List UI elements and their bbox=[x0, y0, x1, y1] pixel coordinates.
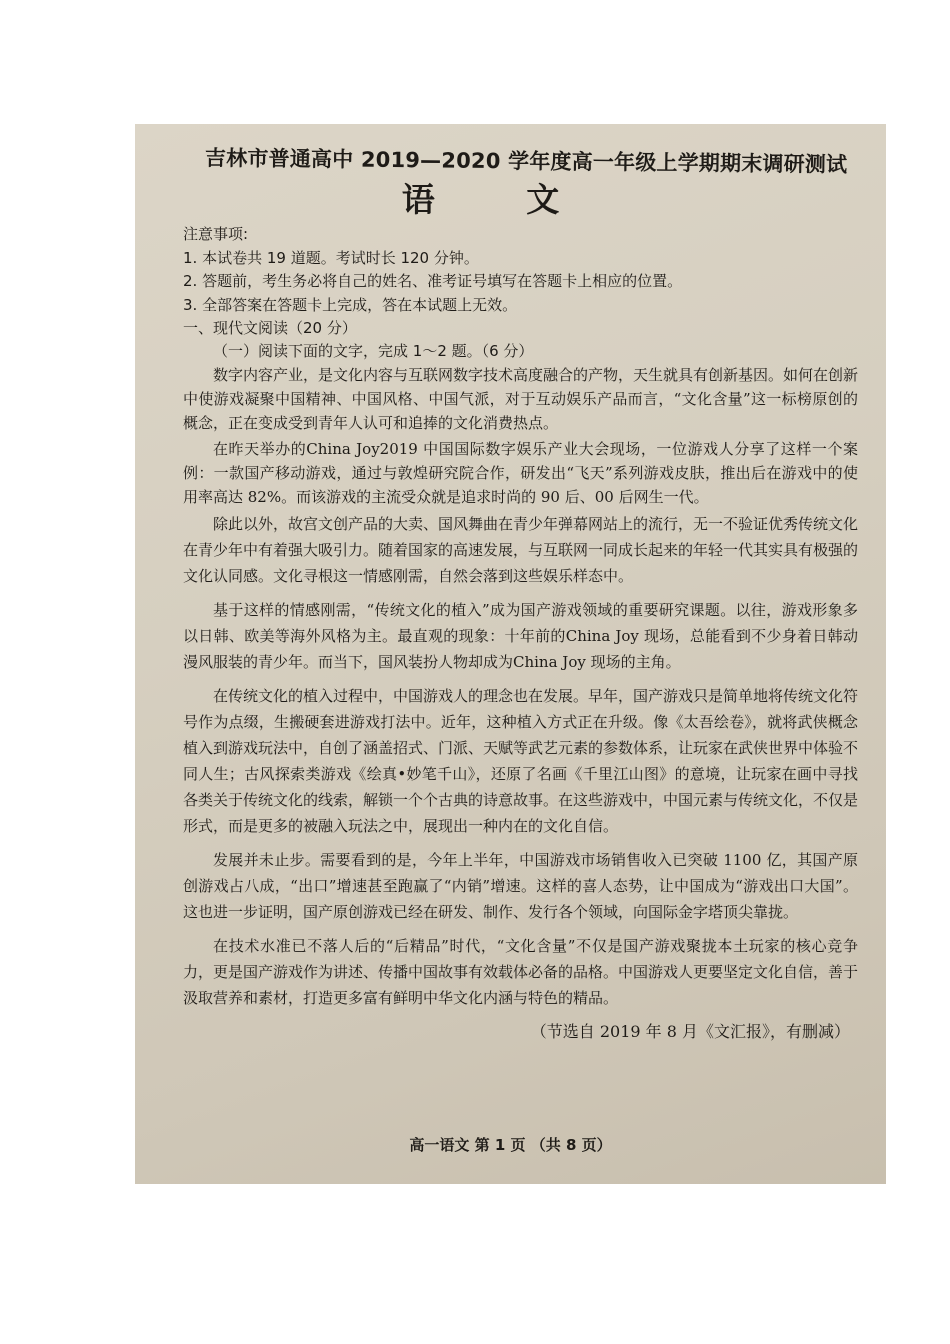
passage-instruction: （一）阅读下面的文字，完成 1～2 题。（6 分） bbox=[213, 342, 534, 360]
page-footer: 高一语文 第 1 页 （共 8 页） bbox=[409, 1136, 612, 1154]
notice-item: 2. 答题前，考生务必将自己的姓名、准考证号填写在答题卡上相应的位置。 bbox=[183, 272, 683, 290]
passage-paragraph: 数字内容产业，是文化内容与互联网数字技术高度融合的产物，天生就具有创新基因。如何在创新中使游戏凝聚中国精神、中国风格、中国气派，对于互动娱乐产品而言，“文化含量”这一标榜原创的概念，正在变成受到青年人认可和追捧的文化消费热点。 bbox=[183, 366, 859, 432]
passage-paragraph: 在技术水准已不落人后的“后精品”时代，“文化含量”不仅是国产游戏聚拢本土玩家的核心竞争力，更是国产游戏作为讲述、传播中国故事有效载体必备的品格。中国游戏人更要坚定文化自信，善于汲取营养和素材，打造更多富有鲜明中华文化内涵与特色的精品。 bbox=[183, 937, 859, 1007]
passage-paragraph: 发展并未止步。需要看到的是，今年上半年，中国游戏市场销售收入已突破 1100 亿，其国产原创游戏占八成，“出口”增速甚至跑赢了“内销”增速。这样的喜人态势，让中国成为“游戏出口大国”。这也进一步证明，国产原创游戏已经在研发、制作、发行各个领域，向国际金字塔顶尖靠拢。 bbox=[183, 851, 858, 921]
reading-passage bbox=[183, 363, 858, 1011]
source-citation: （节选自 2019 年 8 月《文汇报》，有删减） bbox=[530, 1022, 850, 1041]
notice-item: 3. 全部答案在答题卡上完成，答在本试题上无效。 bbox=[183, 295, 518, 314]
passage-paragraph: 在传统文化的植入过程中，中国游戏人的理念也在发展。早年，国产游戏只是简单地将传统文化符号作为点缀，生搬硬套进游戏打法中。近年，这种植入方式正在升级。像《太吾绘卷》，就将武侠概念植入到游戏玩法中，自创了涵盖招式、门派、天赋等武艺元素的参数体系，让玩家在武侠世界中体验不同人生；古风探索类游戏《绘真•妙笔千山》，还原了名画《千里江山图》的意境，让玩家在画中寻找各类关于传统文化的线索，解锁一个个古典的诗意故事。在这些游戏中，中国元素与传统文化，不仅是形式，而是更多的被融入玩法之中，展现出一种内在的文化自信。 bbox=[183, 687, 859, 835]
notice-heading: 注意事项: bbox=[183, 225, 249, 243]
exam-title: 吉林市普通高中 2019—2020 学年度高一年级上学期期末调研测试 bbox=[204, 146, 848, 177]
passage-paragraph: 基于这样的情感刚需，“传统文化的植入”成为国产游戏领域的重要研究课题。以往，游戏形象多以日韩、欧美等海外风格为主。最直观的现象：十年前的China Joy 现场，总能看到不少身着日韩动漫风服装的青少年。而当下，国风装扮人物却成为China Joy 现场的主角。 bbox=[183, 601, 858, 671]
notice-block bbox=[183, 223, 858, 317]
section-heading: 一、现代文阅读（20 分） bbox=[183, 319, 357, 337]
exam-paper-photo bbox=[135, 124, 886, 1184]
passage-paragraph: 在昨天举办的China Joy2019 中国国际数字娱乐产业大会现场，一位游戏人分享了这样一个案例：一款国产移动游戏，通过与敦煌研究院合作，研发出“飞天”系列游戏皮肤，推出后在游戏中的使用率高达 82%。而该游戏的主流受众就是追求时尚的 90 后、00 后网生一代。 bbox=[183, 440, 858, 506]
passage-paragraph: 除此以外，故宫文创产品的大卖、国风舞曲在青少年弹幕网站上的流行，无一不验证优秀传统文化在青少年中有着强大吸引力。随着国家的高速发展，与互联网一同成长起来的年轻一代其实具有极强的文化认同感。文化寻根这一情感刚需，自然会落到这些娱乐样态中。 bbox=[183, 515, 859, 585]
subject-title: 语 文 bbox=[401, 180, 600, 219]
notice-item: 1. 本试卷共 19 道题。考试时长 120 分钟。 bbox=[183, 248, 479, 267]
